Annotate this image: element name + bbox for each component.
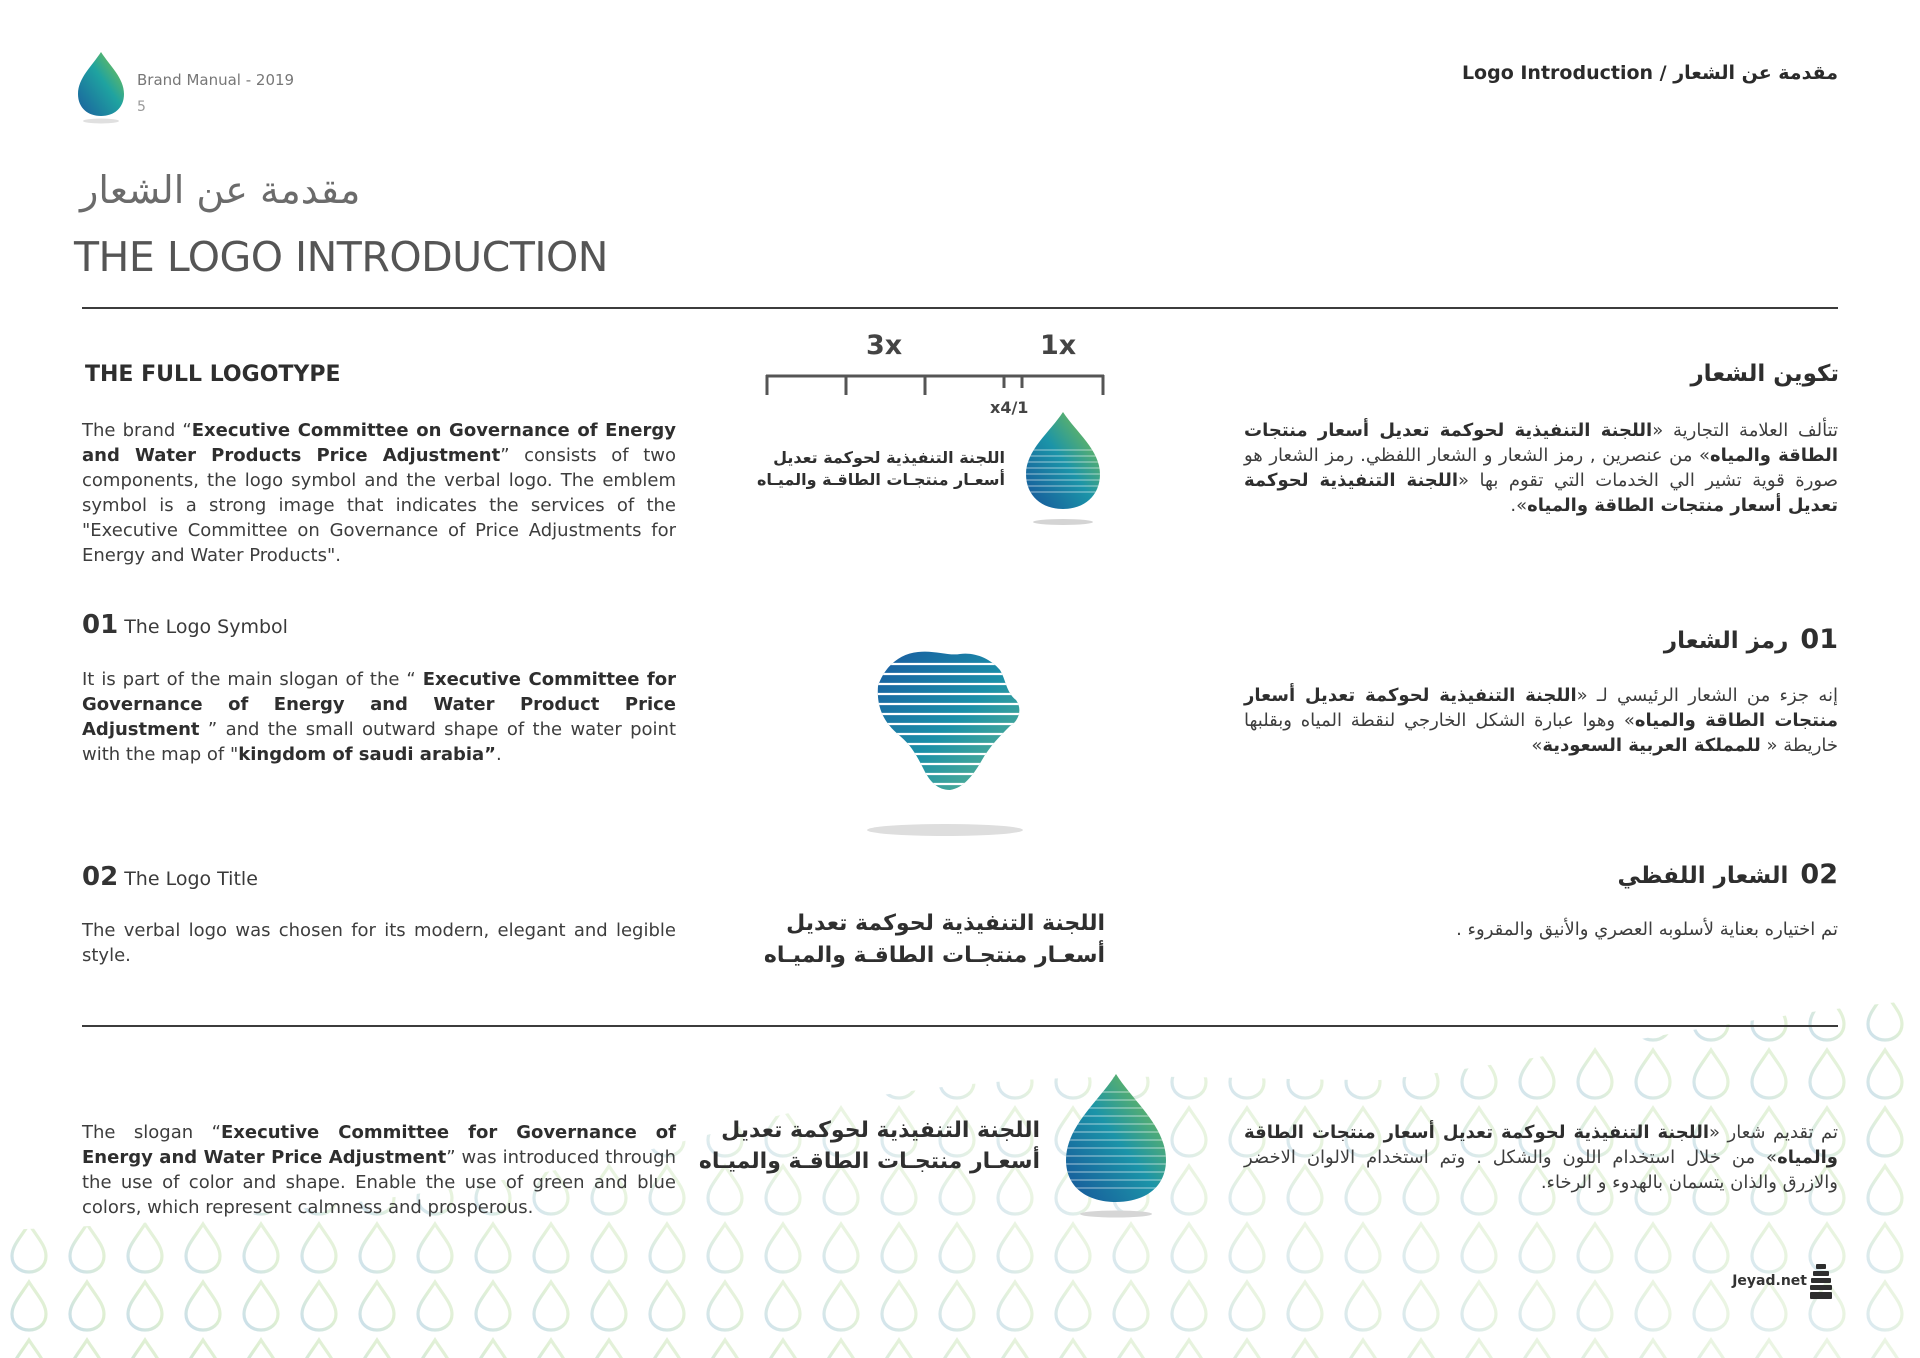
footer-brand: Jeyad.net — [1732, 1273, 1807, 1289]
logo-title-body-arabic: تم اختياره بعناية لأسلوبه العصري والأنيق والمقروء . — [1456, 919, 1838, 940]
full-logotype-body: The brand “Executive Committee on Governance of Energy and Water Products Price Adjustment” consists of two components, the logo symbol and the verbal logo. The emblem symbol is a strong image that indicates the services of the "Executive Committee on Governance of Price Adjustments for Energy and Water Products". — [82, 420, 676, 566]
section-breadcrumb: Logo Introduction / مقدمة عن الشعار — [1461, 62, 1838, 84]
logo-symbol-body: It is part of the main slogan of the “ Executive Committee for Governance of Energy and Water Product Price Adjustment ” and the small outward shape of the water point with the map of "kingdom of saudi arabia”. — [82, 669, 676, 765]
logo-symbol-heading: 01 The Logo Symbol — [82, 610, 288, 640]
wordmark-small: اللجنة التنفيذية لحوكمة تعديل أسعـار منتجـات الطاقـة والميـاه — [756, 448, 1005, 489]
bottom-divider — [82, 1025, 1838, 1027]
slogan-body-arabic: تم تقديم شعار «اللجنة التنفيذية لحوكمة تعديل أسعار منتجات الطاقة والمياه» من خلال استخدام اللون والشكل . وتم استخدام الالوان الاخضر والازرق والذان يتسمان بالهدوء و الرخاء. — [1244, 1122, 1838, 1193]
logo-symbol-large — [840, 568, 1050, 844]
scale-label-3x: 3x — [866, 330, 903, 361]
top-divider — [82, 307, 1838, 309]
wordmark-slogan: اللجنة التنفيذية لحوكمة تعديل أسعـار منتجـات الطاقـة والميـاه — [698, 1118, 1040, 1174]
logo-drop-slogan — [1058, 1072, 1174, 1220]
full-logotype-heading: THE FULL LOGOTYPE — [85, 362, 341, 387]
page-title-arabic: مقدمة عن الشعار — [80, 168, 361, 212]
page-number: 5 — [137, 99, 146, 115]
footer-logo-icon — [1808, 1262, 1834, 1302]
logo-title-heading-arabic: 02الشعار اللفظي — [1617, 859, 1838, 890]
brand-manual-label: Brand Manual - 2019 — [137, 71, 295, 89]
header-meta — [137, 67, 294, 121]
proportion-ruler — [764, 368, 1106, 398]
full-logotype-body-arabic: تتألف العلامة التجارية «اللجنة التنفيذية لحوكمة تعديل أسعار منتجات الطاقة والمياه» من عنصرين , رمز الشعار و الشعار اللفظي. رمز الشعار هو صورة قوية تشير الي الخدمات التي تقوم بها «اللجنة التنفيذية لحوكمة تعديل أسعار منتجات الطاقة والمياه». — [1244, 420, 1839, 516]
logo-symbol-body-arabic: إنه جزء من الشعار الرئيسي لـ «اللجنة التنفيذية لحوكمة تعديل أسعار منتجات الطاقة والمياه» وهوا عبارة الشكل الخارجي لنقطة المياه وبقلبها خاريطة « للمملكة العربية السعودية» — [1244, 685, 1838, 756]
logo-title-heading: 02 The Logo Title — [82, 862, 258, 892]
slogan-body: The slogan “Executive Committee for Governance of Energy and Water Price Adjustment” was introduced through the use of color and shape. Enable the use of green and blue colors, which represent calmness and prosperous. — [82, 1122, 676, 1218]
full-logotype-heading-arabic: تكوين الشعار — [1690, 361, 1839, 387]
logo-symbol-heading-arabic: 01رمز الشعار — [1663, 624, 1838, 655]
page-title: THE LOGO INTRODUCTION — [74, 233, 608, 281]
logo-title-body: The verbal logo was chosen for its modern, elegant and legible style. — [82, 920, 676, 966]
wordmark-large: اللجنة التنفيذية لحوكمة تعديل أسعـار منتجـات الطاقـة والميـاه — [763, 911, 1105, 968]
scale-label-1x: 1x — [1040, 330, 1077, 361]
logo-drop-small — [1018, 410, 1108, 528]
brand-drop-icon — [72, 52, 130, 124]
scale-ratio-label: x4/1 — [990, 398, 1029, 417]
